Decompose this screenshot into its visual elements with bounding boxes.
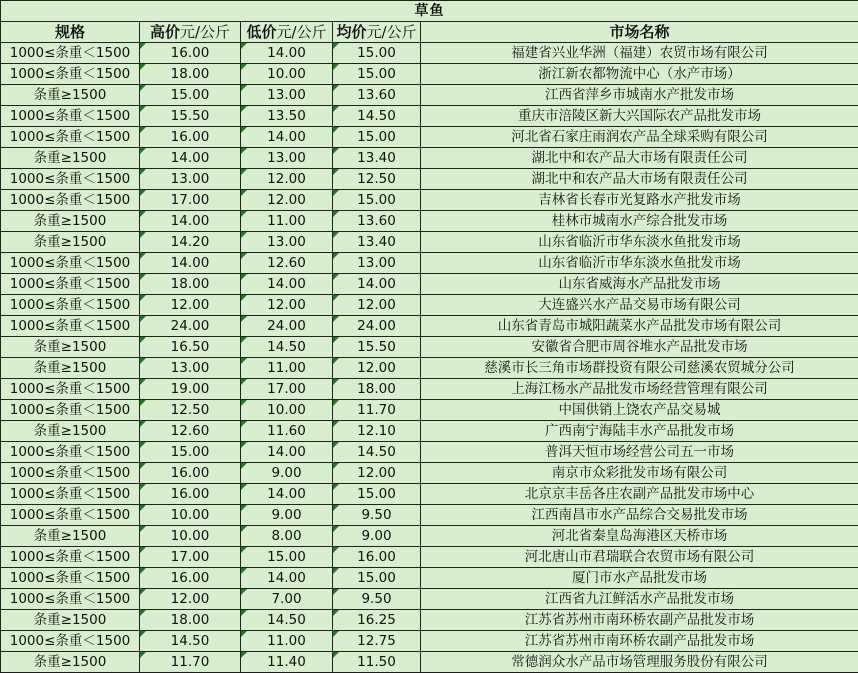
high-price-cell[interactable]: 12.60 xyxy=(140,421,241,442)
table-row xyxy=(1,652,858,673)
spec-cell[interactable]: 1000≤条重＜1500 xyxy=(1,253,140,274)
spec-cell[interactable]: 1000≤条重＜1500 xyxy=(1,442,140,463)
header-avg[interactable] xyxy=(333,22,421,43)
low-price-cell[interactable]: 14.00 xyxy=(241,127,333,148)
table-row xyxy=(1,148,858,169)
table-row xyxy=(1,274,858,295)
low-price-cell[interactable]: 24.00 xyxy=(241,316,333,337)
low-price-cell[interactable]: 13.00 xyxy=(241,85,333,106)
high-price-cell[interactable]: 11.70 xyxy=(140,652,241,673)
table-row xyxy=(1,127,858,148)
low-price-cell[interactable]: 14.00 xyxy=(241,442,333,463)
spec-cell[interactable]: 1000≤条重＜1500 xyxy=(1,379,140,400)
avg-price-cell[interactable]: 12.00 xyxy=(333,358,421,379)
market-name-cell[interactable]: 慈溪市长三角市场群投资有限公司慈溪农贸城分公司 xyxy=(421,358,858,379)
spec-cell[interactable]: 条重≥1500 xyxy=(1,358,140,379)
table-row xyxy=(1,316,858,337)
table-row xyxy=(1,337,858,358)
market-name-cell[interactable]: 厦门市水产品批发市场 xyxy=(421,568,858,589)
avg-price-cell[interactable]: 13.60 xyxy=(333,211,421,232)
high-price-cell[interactable]: 14.00 xyxy=(140,253,241,274)
high-price-cell[interactable]: 14.00 xyxy=(140,148,241,169)
market-name-cell[interactable]: 中国供销上饶农产品交易城 xyxy=(421,400,858,421)
high-price-cell[interactable]: 15.00 xyxy=(140,442,241,463)
header-low-label: 低价 xyxy=(246,23,277,41)
market-name-cell[interactable]: 江苏省苏州市南环桥农副产品批发市场 xyxy=(421,610,858,631)
spec-cell[interactable]: 1000≤条重＜1500 xyxy=(1,589,140,610)
high-price-cell[interactable]: 12.00 xyxy=(140,295,241,316)
header-row xyxy=(1,22,858,43)
market-name-cell[interactable]: 常德润众水产品市场管理服务股份有限公司 xyxy=(421,652,858,673)
market-name-cell[interactable]: 江西省萍乡市城南水产批发市场 xyxy=(421,85,858,106)
header-market[interactable]: 市场名称 xyxy=(421,22,858,43)
table-row xyxy=(1,64,858,85)
market-name-cell[interactable]: 广西南宁海陆丰水产品批发市场 xyxy=(421,421,858,442)
avg-price-cell[interactable]: 12.10 xyxy=(333,421,421,442)
table-row xyxy=(1,85,858,106)
avg-price-cell[interactable]: 15.00 xyxy=(333,190,421,211)
spec-cell[interactable]: 1000≤条重＜1500 xyxy=(1,568,140,589)
high-price-cell[interactable]: 16.00 xyxy=(140,484,241,505)
low-price-cell[interactable]: 14.50 xyxy=(241,337,333,358)
table-row xyxy=(1,232,858,253)
low-price-cell[interactable]: 14.00 xyxy=(241,484,333,505)
spec-cell[interactable]: 1000≤条重＜1500 xyxy=(1,316,140,337)
avg-price-cell[interactable]: 11.70 xyxy=(333,400,421,421)
high-price-cell[interactable]: 16.00 xyxy=(140,568,241,589)
table-row xyxy=(1,421,858,442)
spec-cell[interactable]: 1000≤条重＜1500 xyxy=(1,169,140,190)
market-name-cell[interactable]: 浙江新农都物流中心（水产市场） xyxy=(421,64,858,85)
low-price-cell[interactable]: 9.00 xyxy=(241,505,333,526)
table-row xyxy=(1,169,858,190)
market-name-cell[interactable]: 河北省石家庄雨润农产品全球采购有限公司 xyxy=(421,127,858,148)
high-price-cell[interactable]: 12.50 xyxy=(140,400,241,421)
spec-cell[interactable]: 1000≤条重＜1500 xyxy=(1,505,140,526)
spec-cell[interactable]: 条重≥1500 xyxy=(1,610,140,631)
low-price-cell[interactable]: 10.00 xyxy=(241,400,333,421)
low-price-cell[interactable]: 12.60 xyxy=(241,253,333,274)
table-row xyxy=(1,547,858,568)
table-row xyxy=(1,295,858,316)
spec-cell[interactable]: 条重≥1500 xyxy=(1,148,140,169)
avg-price-cell[interactable]: 9.50 xyxy=(333,589,421,610)
high-price-cell[interactable]: 15.50 xyxy=(140,106,241,127)
avg-price-cell[interactable]: 13.40 xyxy=(333,148,421,169)
high-price-cell[interactable]: 13.00 xyxy=(140,169,241,190)
market-name-cell[interactable]: 江苏省苏州市南环桥农副产品批发市场 xyxy=(421,631,858,652)
high-price-cell[interactable]: 15.00 xyxy=(140,85,241,106)
low-price-cell[interactable]: 14.50 xyxy=(241,610,333,631)
avg-price-cell[interactable]: 11.50 xyxy=(333,652,421,673)
spec-cell[interactable]: 条重≥1500 xyxy=(1,421,140,442)
table-row xyxy=(1,589,858,610)
market-name-cell[interactable]: 重庆市涪陵区新大兴国际农产品批发市场 xyxy=(421,106,858,127)
spec-cell[interactable]: 条重≥1500 xyxy=(1,211,140,232)
high-price-cell[interactable]: 16.00 xyxy=(140,127,241,148)
spec-cell[interactable]: 1000≤条重＜1500 xyxy=(1,127,140,148)
table-row xyxy=(1,253,858,274)
table-row xyxy=(1,43,858,64)
header-avg-label: 均价 xyxy=(336,23,367,41)
table-title[interactable]: 草鱼 xyxy=(1,1,858,22)
spec-cell[interactable]: 1000≤条重＜1500 xyxy=(1,274,140,295)
low-price-cell[interactable]: 13.00 xyxy=(241,232,333,253)
table-row xyxy=(1,379,858,400)
spec-cell[interactable]: 条重≥1500 xyxy=(1,85,140,106)
market-name-cell[interactable]: 湖北中和农产品大市场有限责任公司 xyxy=(421,148,858,169)
high-price-cell[interactable]: 19.00 xyxy=(140,379,241,400)
spec-cell[interactable]: 条重≥1500 xyxy=(1,652,140,673)
market-name-cell[interactable]: 福建省兴业华洲（福建）农贸市场有限公司 xyxy=(421,43,858,64)
table-row xyxy=(1,526,858,547)
table-row xyxy=(1,211,858,232)
low-price-cell[interactable]: 11.60 xyxy=(241,421,333,442)
market-name-cell[interactable]: 山东省青岛市城阳蔬菜水产品批发市场有限公司 xyxy=(421,316,858,337)
table-row xyxy=(1,358,858,379)
avg-price-cell[interactable]: 12.00 xyxy=(333,463,421,484)
high-price-cell[interactable]: 17.00 xyxy=(140,190,241,211)
market-name-cell[interactable]: 山东省临沂市华东淡水鱼批发市场 xyxy=(421,232,858,253)
table-row xyxy=(1,568,858,589)
spec-cell[interactable]: 1000≤条重＜1500 xyxy=(1,631,140,652)
avg-price-cell[interactable]: 13.40 xyxy=(333,232,421,253)
spec-cell[interactable]: 1000≤条重＜1500 xyxy=(1,547,140,568)
spec-cell[interactable]: 条重≥1500 xyxy=(1,526,140,547)
spec-cell[interactable]: 条重≥1500 xyxy=(1,337,140,358)
low-price-cell[interactable]: 12.00 xyxy=(241,169,333,190)
high-price-cell[interactable]: 16.00 xyxy=(140,43,241,64)
high-price-cell[interactable]: 10.00 xyxy=(140,505,241,526)
avg-price-cell[interactable]: 15.00 xyxy=(333,43,421,64)
avg-price-cell[interactable]: 15.00 xyxy=(333,64,421,85)
table-row xyxy=(1,106,858,127)
spec-cell[interactable]: 1000≤条重＜1500 xyxy=(1,106,140,127)
spec-cell[interactable]: 条重≥1500 xyxy=(1,232,140,253)
high-price-cell[interactable]: 18.00 xyxy=(140,274,241,295)
low-price-cell[interactable]: 14.00 xyxy=(241,274,333,295)
low-price-cell[interactable]: 10.00 xyxy=(241,64,333,85)
low-price-cell[interactable]: 12.00 xyxy=(241,190,333,211)
avg-price-cell[interactable]: 15.00 xyxy=(333,568,421,589)
table-row xyxy=(1,505,858,526)
high-price-cell[interactable]: 14.20 xyxy=(140,232,241,253)
header-high-unit: 元/公斤 xyxy=(179,23,231,41)
high-price-cell[interactable]: 14.50 xyxy=(140,631,241,652)
high-price-cell[interactable]: 12.00 xyxy=(140,589,241,610)
spec-cell[interactable]: 1000≤条重＜1500 xyxy=(1,190,140,211)
high-price-cell[interactable]: 16.00 xyxy=(140,463,241,484)
low-price-cell[interactable]: 7.00 xyxy=(241,589,333,610)
title-row xyxy=(1,1,858,22)
spec-cell[interactable]: 1000≤条重＜1500 xyxy=(1,463,140,484)
avg-price-cell[interactable]: 16.25 xyxy=(333,610,421,631)
market-name-cell[interactable]: 湖北中和农产品大市场有限责任公司 xyxy=(421,169,858,190)
low-price-cell[interactable]: 9.00 xyxy=(241,463,333,484)
avg-price-cell[interactable]: 9.50 xyxy=(333,505,421,526)
avg-price-cell[interactable]: 12.50 xyxy=(333,169,421,190)
low-price-cell[interactable]: 12.00 xyxy=(241,295,333,316)
low-price-cell[interactable]: 14.00 xyxy=(241,43,333,64)
market-name-cell[interactable]: 江西省九江鲜活水产品批发市场 xyxy=(421,589,858,610)
header-low-unit: 元/公斤 xyxy=(276,23,327,41)
low-price-cell[interactable]: 11.00 xyxy=(241,358,333,379)
market-name-cell[interactable]: 上海江杨水产品批发市场经营管理有限公司 xyxy=(421,379,858,400)
table-row xyxy=(1,190,858,211)
avg-price-cell[interactable]: 9.00 xyxy=(333,526,421,547)
market-name-cell[interactable]: 吉林省长春市光复路水产批发市场 xyxy=(421,190,858,211)
avg-price-cell[interactable]: 12.75 xyxy=(333,631,421,652)
high-price-cell[interactable]: 14.00 xyxy=(140,211,241,232)
low-price-cell[interactable]: 13.00 xyxy=(241,148,333,169)
avg-price-cell[interactable]: 14.00 xyxy=(333,274,421,295)
market-name-cell[interactable]: 河北唐山市君瑞联合农贸市场有限公司 xyxy=(421,547,858,568)
spec-cell[interactable]: 1000≤条重＜1500 xyxy=(1,400,140,421)
market-name-cell[interactable]: 北京京丰岳各庄农副产品批发市场中心 xyxy=(421,484,858,505)
high-price-cell[interactable]: 18.00 xyxy=(140,64,241,85)
high-price-cell[interactable]: 24.00 xyxy=(140,316,241,337)
table-row xyxy=(1,610,858,631)
header-spec[interactable]: 规格 xyxy=(1,22,140,43)
avg-price-cell[interactable]: 15.50 xyxy=(333,337,421,358)
header-high-label: 高价 xyxy=(149,23,180,41)
avg-price-cell[interactable]: 14.50 xyxy=(333,442,421,463)
high-price-cell[interactable]: 10.00 xyxy=(140,526,241,547)
market-name-cell[interactable]: 山东省威海水产品批发市场 xyxy=(421,274,858,295)
low-price-cell[interactable]: 11.00 xyxy=(241,211,333,232)
high-price-cell[interactable]: 18.00 xyxy=(140,610,241,631)
low-price-cell[interactable]: 15.00 xyxy=(241,547,333,568)
avg-price-cell[interactable]: 12.00 xyxy=(333,295,421,316)
avg-price-cell[interactable]: 13.60 xyxy=(333,85,421,106)
avg-price-cell[interactable]: 16.00 xyxy=(333,547,421,568)
low-price-cell[interactable]: 11.40 xyxy=(241,652,333,673)
avg-price-cell[interactable]: 24.00 xyxy=(333,316,421,337)
high-price-cell[interactable]: 17.00 xyxy=(140,547,241,568)
market-name-cell[interactable]: 大连盛兴水产品交易市场有限公司 xyxy=(421,295,858,316)
table-row xyxy=(1,631,858,652)
table-row xyxy=(1,442,858,463)
low-price-cell[interactable]: 17.00 xyxy=(241,379,333,400)
low-price-cell[interactable]: 8.00 xyxy=(241,526,333,547)
spec-cell[interactable]: 1000≤条重＜1500 xyxy=(1,295,140,316)
high-price-cell[interactable]: 13.00 xyxy=(140,358,241,379)
table-row xyxy=(1,463,858,484)
market-name-cell[interactable]: 安徽省合肥市周谷堆水产品批发市场 xyxy=(421,337,858,358)
spec-cell[interactable]: 1000≤条重＜1500 xyxy=(1,64,140,85)
avg-price-cell[interactable]: 14.50 xyxy=(333,106,421,127)
market-name-cell[interactable]: 普洱天恒市场经营公司五一市场 xyxy=(421,442,858,463)
table-body xyxy=(1,43,858,673)
market-name-cell[interactable]: 江西南昌市水产品综合交易批发市场 xyxy=(421,505,858,526)
avg-price-cell[interactable]: 18.00 xyxy=(333,379,421,400)
header-low[interactable] xyxy=(241,22,333,43)
header-avg-unit: 元/公斤 xyxy=(366,23,417,41)
high-price-cell[interactable]: 16.50 xyxy=(140,337,241,358)
spec-cell[interactable]: 1000≤条重＜1500 xyxy=(1,484,140,505)
table-row xyxy=(1,400,858,421)
low-price-cell[interactable]: 11.00 xyxy=(241,631,333,652)
market-name-cell[interactable]: 山东省临沂市华东淡水鱼批发市场 xyxy=(421,253,858,274)
avg-price-cell[interactable]: 15.00 xyxy=(333,484,421,505)
header-high[interactable] xyxy=(140,22,241,43)
avg-price-cell[interactable]: 15.00 xyxy=(333,127,421,148)
market-name-cell[interactable]: 桂林市城南水产综合批发市场 xyxy=(421,211,858,232)
low-price-cell[interactable]: 14.00 xyxy=(241,568,333,589)
market-name-cell[interactable]: 河北省秦皇岛海港区天桥市场 xyxy=(421,526,858,547)
low-price-cell[interactable]: 13.50 xyxy=(241,106,333,127)
avg-price-cell[interactable]: 13.00 xyxy=(333,253,421,274)
table-row xyxy=(1,484,858,505)
spec-cell[interactable]: 1000≤条重＜1500 xyxy=(1,43,140,64)
market-name-cell[interactable]: 南京市众彩批发市场有限公司 xyxy=(421,463,858,484)
